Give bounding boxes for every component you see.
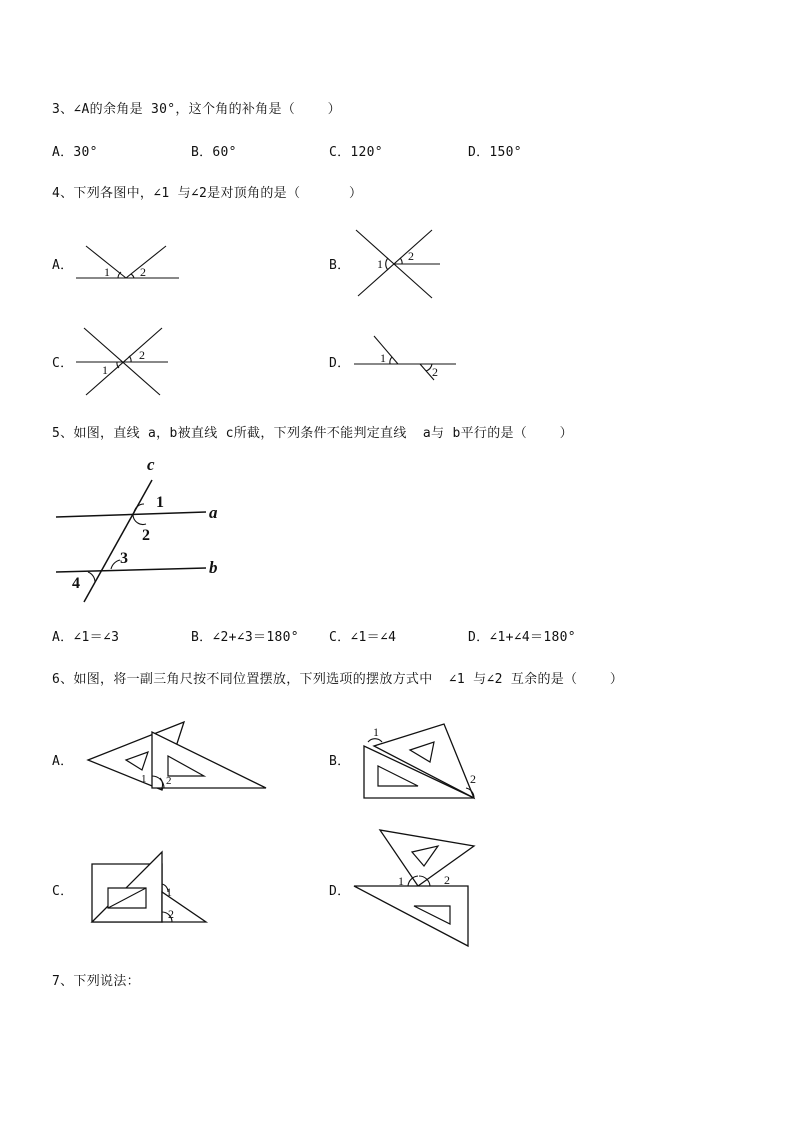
- q5-option-d: D．∠1+∠4＝180°: [468, 630, 576, 645]
- q4b-angle-1: 1: [377, 257, 383, 271]
- question-7-stem: 7、下列说法：: [52, 974, 140, 989]
- q3-option-d: D．150°: [468, 145, 522, 160]
- q4c-angle-1: 1: [102, 363, 108, 377]
- q6b-angle-2: 2: [470, 772, 476, 786]
- q6-figure-d: [350, 826, 482, 950]
- q6b-angle-1: 1: [373, 725, 379, 739]
- q5-angle-1: 1: [156, 494, 164, 511]
- q5-angle-2: 2: [142, 527, 150, 544]
- q6-figure-a: [86, 718, 272, 794]
- q6c-angle-2: 2: [168, 907, 174, 921]
- q4a-angle-1: 1: [104, 265, 110, 279]
- q4d-angle-2: 2: [432, 365, 438, 379]
- q6c-angle-1: 1: [166, 885, 172, 899]
- q4-option-b-label: B．: [329, 258, 351, 273]
- q5-label-b: b: [209, 558, 218, 577]
- question-5-stem: 5、如图，直线 a，b被直线 c所截，下列条件不能判定直线 a与 b平行的是（ ）: [52, 426, 573, 441]
- q5-angle-3: 3: [120, 550, 128, 567]
- q5-angle-4: 4: [72, 575, 80, 592]
- q4-figure-c: [74, 325, 172, 397]
- q4-figure-d: [352, 333, 460, 383]
- question-4-stem: 4、下列各图中，∠1 与∠2是对顶角的是（ ）: [52, 186, 363, 201]
- q6-option-c-label: C．: [52, 884, 74, 899]
- q4d-angle-1: 1: [380, 351, 386, 365]
- q6-option-a-label: A．: [52, 754, 74, 769]
- q3-option-c: C．120°: [329, 145, 383, 160]
- q3-option-a: A．30°: [52, 145, 98, 160]
- q6-option-d-label: D．: [329, 884, 351, 899]
- q6-figure-b: [360, 722, 480, 802]
- q5-label-a: a: [209, 503, 218, 522]
- q4-figure-a: [74, 240, 184, 282]
- q5-option-c: C．∠1＝∠4: [329, 630, 397, 645]
- q6a-angle-2: 2: [166, 775, 172, 787]
- q5-option-b: B．∠2+∠3＝180°: [191, 630, 299, 645]
- question-6-stem: 6、如图，将一副三角尺按不同位置摆放，下列选项的摆放方式中 ∠1 与∠2 互余的是（ ）: [52, 672, 624, 687]
- q4-option-c-label: C．: [52, 356, 74, 371]
- q5-option-a: A．∠1＝∠3: [52, 630, 120, 645]
- q6-option-b-label: B．: [329, 754, 351, 769]
- q4c-angle-2: 2: [139, 348, 145, 362]
- q4a-angle-2: 2: [140, 265, 146, 279]
- q5-figure: [52, 455, 232, 608]
- q4b-angle-2: 2: [408, 249, 414, 263]
- q4-figure-b: [352, 226, 444, 300]
- q5-label-c: c: [147, 455, 155, 474]
- q3-option-b: B．60°: [191, 145, 237, 160]
- question-3-stem: 3、∠A的余角是 30°，这个角的补角是（ ）: [52, 102, 341, 117]
- q6a-angle-1: 1: [141, 773, 147, 785]
- q6-figure-c: [88, 850, 210, 926]
- q4-option-a-label: A．: [52, 258, 74, 273]
- q6d-angle-1: 1: [398, 874, 404, 888]
- q4-option-d-label: D．: [329, 356, 351, 371]
- q6d-angle-2: 2: [444, 873, 450, 887]
